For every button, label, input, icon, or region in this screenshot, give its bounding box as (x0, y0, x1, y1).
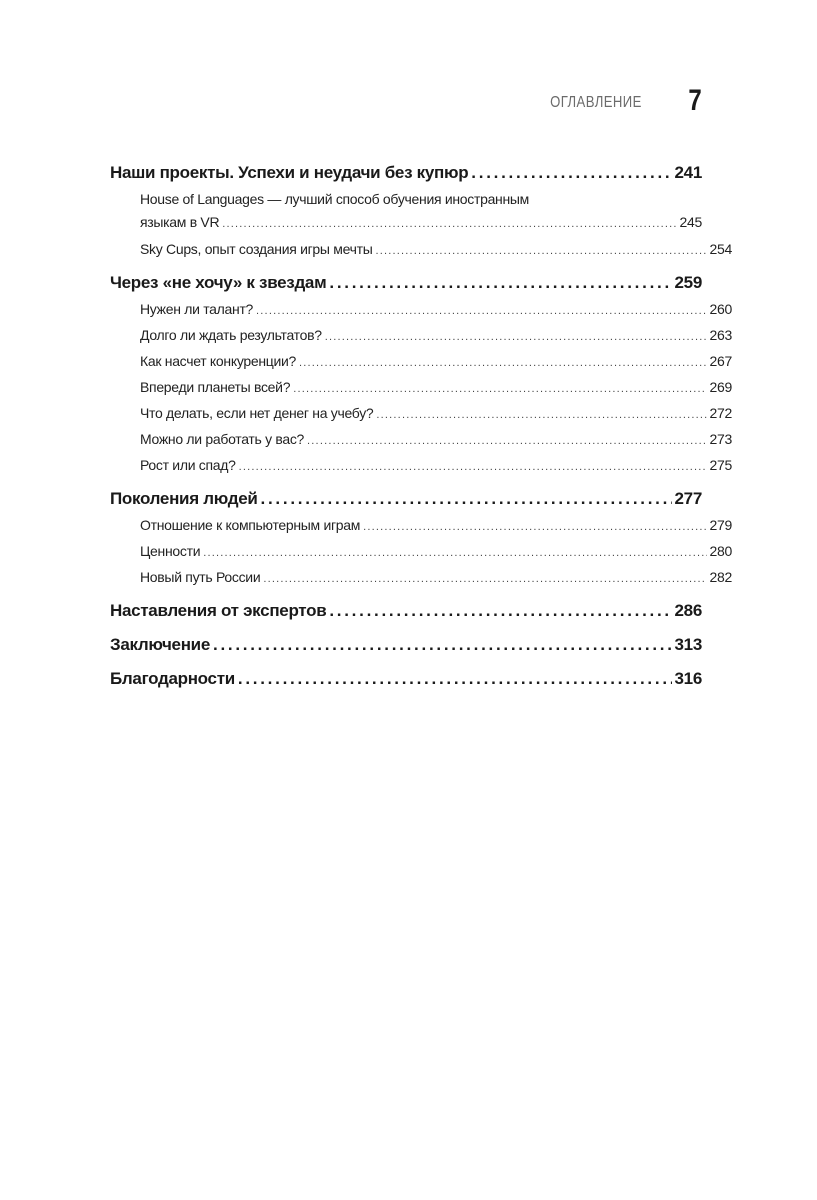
section-page-number: 267 (709, 353, 732, 369)
chapter-title: Наши проекты. Успехи и неудачи без купюр (110, 163, 469, 182)
section-page-number: 245 (679, 214, 702, 230)
toc-section-entry (110, 322, 732, 348)
chapter-page-number: 259 (674, 273, 702, 292)
toc-section-entry (110, 348, 732, 374)
section-title: Как насчет конкуренции? (140, 353, 297, 369)
toc-section-entry (110, 426, 732, 452)
chapter-page-number: 313 (674, 635, 702, 654)
toc-chapter-entry (110, 160, 702, 186)
chapter-page-number: 286 (674, 601, 702, 620)
toc-section-entry (110, 186, 702, 236)
section-page-number: 280 (709, 543, 732, 559)
dot-leader (239, 454, 707, 480)
toc-section-entry (110, 512, 732, 538)
section-title: Долго ли ждать результатов? (140, 327, 322, 343)
section-page-number: 282 (709, 569, 732, 585)
section-title: Впереди планеты всей? (140, 379, 291, 395)
chapter-title: Благодарности (110, 669, 235, 688)
page-number: 7 (688, 84, 702, 117)
dot-leader (261, 486, 672, 512)
chapter-title: Заключение (110, 635, 210, 654)
section-title-line2: языкам в VR (140, 214, 220, 230)
dot-leader (329, 598, 671, 624)
chapter-page-number: 277 (674, 489, 702, 508)
toc-chapter-entry (110, 666, 702, 692)
toc-section-entry (110, 452, 732, 478)
section-title-continuation (140, 210, 702, 236)
section-page-number: 279 (709, 517, 732, 533)
chapter-title: Поколения людей (110, 489, 258, 508)
section-page-number: 260 (709, 301, 732, 317)
toc-section-entry (110, 400, 732, 426)
dot-leader (299, 350, 707, 376)
toc-section-entry (110, 538, 732, 564)
chapter-title: Через «не хочу» к звездам (110, 273, 327, 292)
toc-section-entry (110, 564, 732, 590)
toc-chapter-entry (110, 486, 702, 512)
dot-leader (325, 324, 707, 350)
section-title: Sky Cups, опыт создания игры мечты (140, 241, 373, 257)
dot-leader (203, 540, 706, 566)
section-page-number: 254 (709, 241, 732, 257)
page-header (110, 84, 702, 124)
section-title: Новый путь России (140, 569, 261, 585)
section-title: Можно ли работать у вас? (140, 431, 305, 447)
dot-leader (471, 160, 671, 186)
dot-leader (363, 514, 706, 540)
section-page-number: 269 (709, 379, 732, 395)
toc-chapter-entry (110, 598, 702, 624)
dot-leader (213, 632, 672, 658)
dot-leader (222, 212, 676, 236)
section-title-line1: House of Languages — лучший способ обучения иностранным (140, 191, 530, 207)
running-head: ОГЛАВЛЕНИЕ (550, 94, 642, 111)
toc-chapter-entry (110, 270, 702, 296)
dot-leader (256, 298, 706, 324)
dot-leader (238, 666, 672, 692)
dot-leader (329, 270, 671, 296)
toc-section-entry (110, 236, 732, 262)
dot-leader (375, 238, 706, 264)
toc-section-entry (110, 296, 732, 322)
section-page-number: 263 (709, 327, 732, 343)
dot-leader (307, 428, 706, 454)
dot-leader (376, 402, 706, 428)
chapter-page-number: 316 (674, 669, 702, 688)
chapter-title: Наставления от экспертов (110, 601, 327, 620)
toc-chapter-entry (110, 632, 702, 658)
section-title: Что делать, если нет денег на учебу? (140, 405, 374, 421)
section-title: Рост или спад? (140, 457, 236, 473)
section-page-number: 275 (709, 457, 732, 473)
section-title: Отношение к компьютерным играм (140, 517, 361, 533)
chapter-page-number: 241 (674, 163, 702, 182)
section-page-number: 272 (709, 405, 732, 421)
section-title: Ценности (140, 543, 201, 559)
table-of-contents (110, 160, 732, 692)
toc-section-entry (110, 374, 732, 400)
dot-leader (293, 376, 706, 402)
section-page-number: 273 (709, 431, 732, 447)
dot-leader (263, 566, 706, 592)
section-title: Нужен ли талант? (140, 301, 254, 317)
